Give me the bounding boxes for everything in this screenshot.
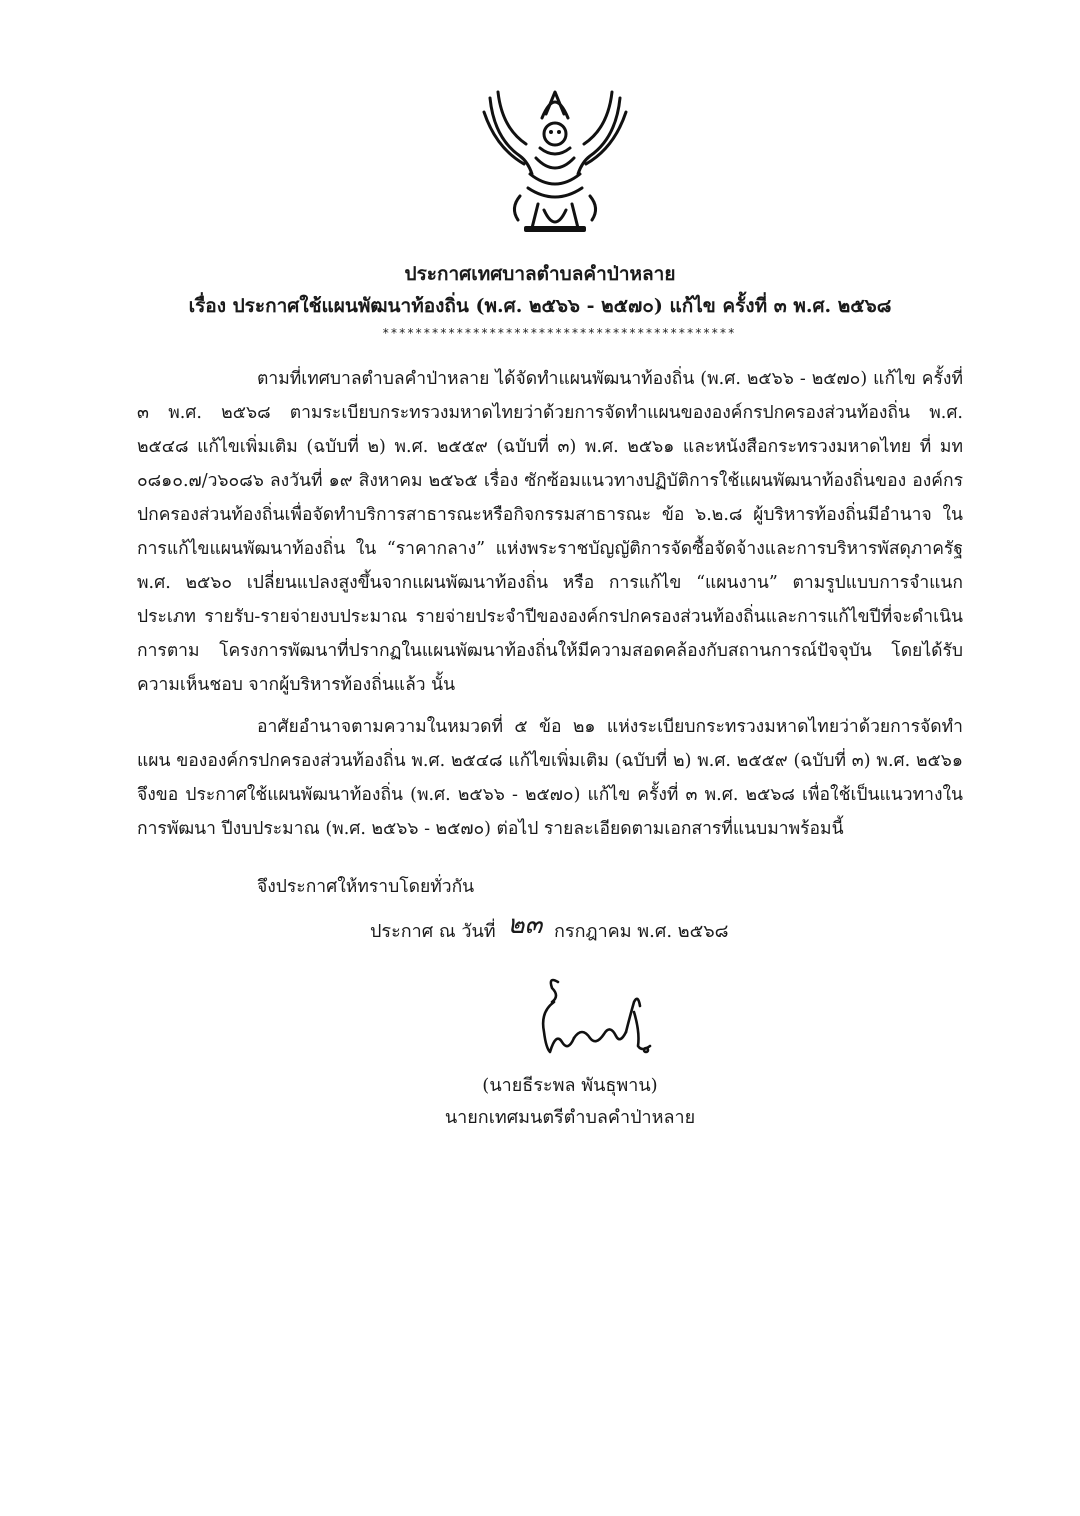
closing-statement: จึงประกาศให้ทราบโดยทั่วกัน xyxy=(257,877,475,897)
asterisk-separator: ******************************************* xyxy=(382,326,736,340)
announcement-date xyxy=(370,910,729,947)
signer-position: นายกเทศมนตรีตำบลคำป่าหลาย xyxy=(444,1107,696,1128)
announcement-subject: เรื่อง ประกาศใช้แผนพัฒนาท้องถิ่น (พ.ศ. ๒๕๖๖ - ๒๕๗๐) แก้ไข ครั้งที่ ๓ พ.ศ. ๒๕๖๘ xyxy=(188,295,892,317)
handwritten-signature-icon xyxy=(530,972,660,1064)
signer-name: (นายธีระพล พันธุพาน) xyxy=(482,1075,658,1096)
organization-title: ประกาศเทศบาลตำบลคำป่าหลาย xyxy=(404,263,676,285)
body-paragraph-1: ตามที่เทศบาลตำบลคำป่าหลาย ได้จัดทำแผนพัฒนาท้องถิ่น (พ.ศ. ๒๕๖๖ - ๒๕๗๐) แก้ไข ครั้งที่ ๓ พ.ศ. ๒๕๖๘ ตามระเบียบกระทรวงมหาดไทยว่าด้วยการจัดทำแผนขององค์กรปกครองส่วนท้องถิ่น พ.ศ. ๒๕๔๘ แก้ไขเพิ่มเติม (ฉบับที่ ๒) พ.ศ. ๒๕๕๙ (ฉบับที่ ๓) พ.ศ. ๒๕๖๑ และหนังสือกระทรวงมหาดไทย ที่ มท ๐๘๑๐.๗/ว๖๐๘๖ ลงวันที่ ๑๙ สิงหาคม ๒๕๖๕ เรื่อง ซักซ้อมแนวทางปฏิบัติการใช้แผนพัฒนาท้องถิ่นของ องค์กรปกครองส่วนท้องถิ่นเพื่อจัดทำบริการสาธารณะหรือกิจกรรมสาธารณะ ข้อ ๖.๒.๘ ผู้บริหารท้องถิ่นมีอำนาจ ในการแก้ไขแผนพัฒนาท้องถิ่น ใน “ราคากลาง” แห่งพระราชบัญญัติการจัดซื้อจัดจ้างและการบริหารพัสดุภาครัฐ พ.ศ. ๒๕๖๐ เปลี่ยนแปลงสูงขึ้นจากแผนพัฒนาท้องถิ่น หรือ การแก้ไข “แผนงาน” ตามรูปแบบการจำแนกประเภท รายรับ-รายจ่ายงบประมาณ รายจ่ายประจำปีขององค์กรปกครองส่วนท้องถิ่นและการแก้ไขปีที่จะดำเนินการตาม โครงการพัฒนาที่ปรากฏในแผนพัฒนาท้องถิ่นให้มีความสอดคล้องกับสถานการณ์ปัจจุบัน โดยได้รับความเห็นชอบ จากผู้บริหารท้องถิ่นแล้ว นั้น xyxy=(137,369,963,695)
announcement-body xyxy=(137,362,963,904)
date-day-handwritten: ๒๓ xyxy=(507,910,543,940)
date-prefix: ประกาศ ณ วันที่ xyxy=(370,921,496,942)
signer-block xyxy=(430,1070,710,1134)
date-month-year: กรกฎาคม พ.ศ. ๒๕๖๘ xyxy=(554,921,729,942)
announcement-header xyxy=(0,258,1080,344)
body-paragraph-2: อาศัยอำนาจตามความในหมวดที่ ๕ ข้อ ๒๑ แห่งระเบียบกระทรวงมหาดไทยว่าด้วยการจัดทำแผน ขององค์กรปกครองส่วนท้องถิ่น พ.ศ. ๒๕๔๘ แก้ไขเพิ่มเติม (ฉบับที่ ๒) พ.ศ. ๒๕๕๙ (ฉบับที่ ๓) พ.ศ. ๒๕๖๑ จึงขอ ประกาศใช้แผนพัฒนาท้องถิ่น (พ.ศ. ๒๕๖๖ - ๒๕๗๐) แก้ไข ครั้งที่ ๓ พ.ศ. ๒๕๖๘ เพื่อใช้เป็นแนวทางในการพัฒนา ปีงบประมาณ (พ.ศ. ๒๕๖๖ - ๒๕๗๐) ต่อไป รายละเอียดตามเอกสารที่แนบมาพร้อมนี้ xyxy=(137,717,963,839)
garuda-emblem-icon xyxy=(480,78,630,238)
